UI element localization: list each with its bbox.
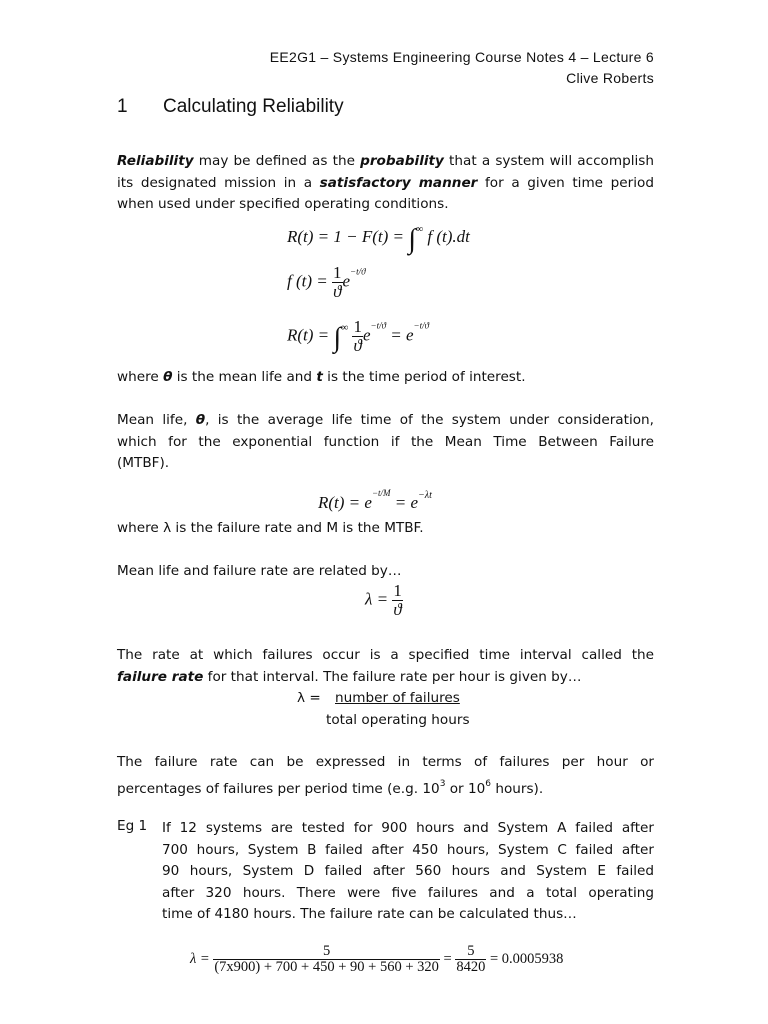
header xyxy=(270,47,654,89)
equation-reliability-integral xyxy=(287,224,470,256)
text: which for the exponential function if the Mean Time Between Failure xyxy=(117,433,654,450)
symbol-t: t xyxy=(316,369,323,385)
formula-denominator: total operating hours xyxy=(326,711,470,728)
text: 700 hours, System B failed after 450 hours, System C failed after xyxy=(162,841,654,858)
text: for a given time period xyxy=(477,174,654,191)
fraction xyxy=(352,318,363,355)
integral-upper-limit: ∞ xyxy=(415,224,424,235)
text: that a system will accomplish xyxy=(443,153,654,169)
text: is the time period of interest. xyxy=(322,369,526,385)
exponent: −t/ϑ xyxy=(370,320,387,331)
term-reliability: Reliability xyxy=(117,153,194,169)
numerator: 1 xyxy=(333,263,342,282)
lambda-label: λ = xyxy=(297,690,321,706)
expressed-paragraph xyxy=(117,752,654,800)
text: its designated mission in a xyxy=(117,174,320,191)
intro-paragraph xyxy=(117,151,654,216)
symbol-theta: θ xyxy=(195,412,206,428)
example-label: Eg 1 xyxy=(117,818,148,834)
text: 90 hours, System D failed after 560 hours and System E failed xyxy=(162,863,654,879)
text: time of 4180 hours. The failure rate can be calculated thus… xyxy=(162,906,577,922)
where-mean-life-paragraph xyxy=(117,367,654,389)
text: when used under specified operating conditions. xyxy=(117,196,449,212)
denominator: (7x900) + 700 + 450 + 90 + 560 + 320 xyxy=(214,959,439,976)
eq-rhs: = e xyxy=(394,493,419,512)
exp-base: e xyxy=(342,271,351,291)
example-paragraph xyxy=(162,818,654,926)
text: for that interval. The failure rate per hour is given by… xyxy=(203,668,582,685)
related-text: Mean life and failure rate are related by… xyxy=(117,563,402,579)
text: , is the average life time of the system under consideration, xyxy=(205,412,654,428)
course-title: EE2G1 – Systems Engineering Course Notes 4 – Lecture 6 xyxy=(269,49,654,65)
equation-lambda-mean-life xyxy=(365,582,403,619)
numerator: 1 xyxy=(393,581,402,600)
exponent: −t/M xyxy=(371,488,391,498)
text: (MTBF). xyxy=(117,455,170,471)
text: Mean life, xyxy=(117,412,196,428)
text: where xyxy=(117,369,164,385)
exponent: −λt xyxy=(418,490,432,501)
term-failure-rate: failure rate xyxy=(117,668,204,685)
failure-rate-calculation xyxy=(190,944,563,975)
section-title: Calculating Reliability xyxy=(163,96,344,117)
section-number: 1 xyxy=(117,96,128,117)
numerator: 5 xyxy=(455,944,486,960)
denominator: ϑ xyxy=(353,335,362,355)
equation-reliability-mtbf xyxy=(318,488,432,513)
exponent: 3 xyxy=(439,778,446,789)
numerator: 5 xyxy=(213,944,440,960)
integral-sign: ∫ xyxy=(333,322,342,354)
text: The failure rate can be expressed in terms of failures per hour or xyxy=(117,754,654,770)
text: If 12 systems are tested for 900 hours and System A failed after xyxy=(162,820,654,836)
result: = 0.0005938 xyxy=(489,951,564,968)
eq-lhs: f (t) = xyxy=(287,271,328,291)
exp-base: e xyxy=(362,325,371,345)
equation-density xyxy=(287,264,366,301)
text: is the mean life and xyxy=(172,369,317,385)
numerator: 1 xyxy=(353,317,362,336)
eq-lhs: λ = xyxy=(190,951,210,968)
integral-upper-limit: ∞ xyxy=(341,322,349,334)
text: hours). xyxy=(491,780,544,797)
text: The rate at which failures occur is a specified time interval called the xyxy=(117,647,654,663)
equals: = xyxy=(443,951,452,968)
failure-rate-formula xyxy=(297,688,470,731)
text: percentages of failures per period time (e.g. 10 xyxy=(117,780,440,797)
exponent: −t/ϑ xyxy=(350,266,366,277)
fraction xyxy=(213,944,440,975)
fraction xyxy=(455,944,486,975)
fraction xyxy=(392,582,403,619)
where-failure-rate: where λ is the failure rate and M is the MTBF. xyxy=(117,520,424,536)
eq-lhs: R(t) = xyxy=(287,325,330,345)
exponent: 6 xyxy=(485,778,492,789)
author-name: Clive Roberts xyxy=(566,70,654,86)
equation-reliability-exponential xyxy=(287,318,429,355)
symbol-theta: θ xyxy=(163,369,173,385)
fraction xyxy=(332,264,343,301)
denominator: ϑ xyxy=(393,599,402,619)
formula-numerator: number of failures xyxy=(335,690,460,706)
denominator: ϑ xyxy=(333,281,342,301)
eq-rhs: = e xyxy=(390,325,414,345)
integral-sign: ∫ xyxy=(408,224,416,255)
text: or 10 xyxy=(445,780,486,797)
denominator: 8420 xyxy=(456,959,486,976)
section-heading xyxy=(117,96,344,118)
term-probability: probability xyxy=(360,153,444,169)
mean-life-paragraph xyxy=(117,410,654,475)
text: may be defined as the xyxy=(193,153,361,169)
term-satisfactory-manner: satisfactory manner xyxy=(319,174,478,191)
eq-lhs: R(t) = e xyxy=(318,493,372,512)
text: after 320 hours. There were five failures and a total operating xyxy=(162,884,654,901)
eq-rhs: f (t).dt xyxy=(427,227,470,246)
failure-rate-paragraph xyxy=(117,645,654,688)
eq-lhs: λ = xyxy=(365,589,389,609)
exponent: −t/ϑ xyxy=(413,320,430,331)
eq-lhs: R(t) = 1 − F(t) = xyxy=(287,227,405,246)
